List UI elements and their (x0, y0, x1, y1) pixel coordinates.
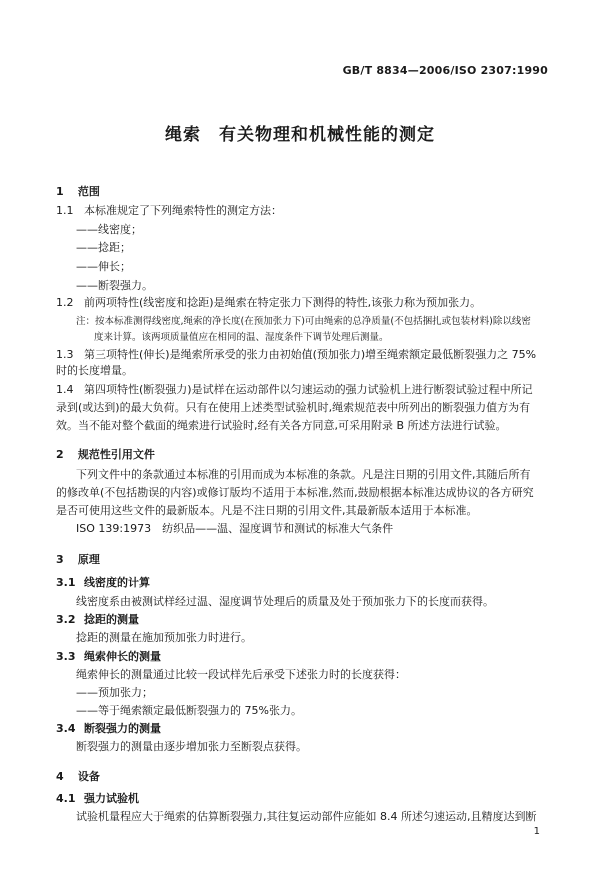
section-title: 规范性引用文件 (77, 448, 155, 461)
clause-title: 绳索伸长的测量 (84, 650, 161, 663)
paragraph-line: 下列文件中的条款通过本标准的引用而成为本标准的条款。凡是注日期的引用文件,其随后所有 (76, 468, 531, 481)
list-item: ——线密度； (76, 223, 142, 236)
list-item: ——等于绳索额定最低断裂强力的 75%张力。 (76, 704, 302, 717)
clause-number: 1.4 (56, 383, 74, 396)
clause-title: 断裂强力的测量 (84, 722, 161, 735)
clause-text: 第四项特性(断裂强力)是试样在运动部件以匀速运动的强力试验机上进行断裂试验过程中所记 (84, 383, 533, 396)
clause-3-2-heading (56, 613, 139, 627)
clause-number: 1.1 (56, 204, 74, 217)
normative-reference: ISO 139:1973 纺织品——温、湿度调节和测试的标准大气条件 (76, 522, 394, 535)
section-number: 4 (56, 770, 64, 783)
clause-text: 断裂强力的测量由逐步增加张力至断裂点获得。 (76, 740, 307, 753)
clause-3-4-heading (56, 722, 161, 736)
clause-text: 本标准规定了下列绳索特性的测定方法： (84, 204, 282, 217)
list-item: ——伸长； (76, 260, 131, 273)
clause-number: 1.2 (56, 296, 74, 309)
clause-title: 捻距的测量 (84, 613, 139, 626)
paragraph-line: 是否可使用这些文件的最新版本。凡是不注日期的引用文件,其最新版本适用于本标准。 (56, 504, 478, 517)
section-number: 1 (56, 185, 64, 198)
clause-text: 线密度系由被测试样经过温、湿度调节处理后的质量及处于预加张力下的长度而获得。 (76, 595, 494, 608)
clause-text-continued: 效。当不能对整个截面的绳索进行试验时,经有关各方同意,可采用附录 B 所述方法进行试验。 (56, 419, 507, 432)
clause-title: 强力试验机 (84, 792, 139, 805)
paragraph-line: 的修改单(不包括勘误的内容)或修订版均不适用于本标准,然而,鼓励根据本标准达成协议的各方研究 (56, 486, 534, 499)
clause-text: 绳索伸长的测量通过比较一段试样先后承受下述张力时的长度获得： (76, 668, 406, 681)
clause-1-2 (56, 296, 481, 310)
clause-1-4 (56, 383, 533, 397)
clause-number: 1.3 (56, 348, 74, 361)
clause-number: 4.1 (56, 792, 76, 805)
clause-text-continued: 时的长度增量。 (56, 364, 133, 377)
section-title: 原理 (77, 553, 100, 566)
clause-text: 前两项特性(线密度和捻距)是绳索在特定张力下测得的特性,该张力称为预加张力。 (84, 296, 482, 309)
list-item: ——断裂强力。 (76, 279, 153, 292)
note-line: 度来计算。该两项质量值应在相同的温、湿度条件下调节处理后测量。 (94, 332, 389, 343)
page-number: 1 (533, 826, 540, 837)
section-title: 设备 (77, 770, 100, 783)
clause-number: 3.3 (56, 650, 76, 663)
clause-text: 第三项特性(伸长)是绳索所承受的张力由初始值(预加张力)增至绳索额定最低断裂强力之 75% (84, 348, 537, 361)
clause-text: 试验机量程应大于绳索的估算断裂强力,其往复运动部件应能如 8.4 所述匀速运动,且精度达到断 (76, 810, 537, 823)
clause-3-3-heading (56, 650, 161, 664)
clause-number: 3.2 (56, 613, 76, 626)
clause-text-continued: 录到(或达到)的最大负荷。只有在使用上述类型试验机时,绳索规范表中所列出的断裂强力值方为有 (56, 401, 531, 414)
clause-number: 3.4 (56, 722, 76, 735)
section-1-heading (56, 183, 100, 199)
clause-3-1-heading (56, 576, 150, 590)
section-number: 2 (56, 448, 64, 461)
page-title: 绳索 有关物理和机械性能的测定 (165, 125, 435, 145)
section-title: 范围 (77, 185, 100, 198)
section-2-heading (56, 446, 155, 462)
clause-4-1-heading (56, 792, 139, 806)
clause-number: 3.1 (56, 576, 76, 589)
list-item: ——预加张力； (76, 686, 153, 699)
clause-title: 线密度的计算 (84, 576, 150, 589)
list-item: ——捻距； (76, 241, 131, 254)
section-number: 3 (56, 553, 64, 566)
note-line: 注：按本标准测得线密度,绳索的净长度(在预加张力下)可由绳索的总净质量(不包括捆扎或包装材料)除以线密 (76, 316, 531, 327)
section-3-heading (56, 551, 100, 567)
clause-text: 捻距的测量在施加预加张力时进行。 (76, 631, 252, 644)
section-4-heading (56, 768, 100, 784)
standard-id-header: GB/T 8834—2006/ISO 2307:1990 (342, 64, 548, 77)
clause-1-3 (56, 348, 536, 362)
clause-1-1 (56, 204, 282, 218)
